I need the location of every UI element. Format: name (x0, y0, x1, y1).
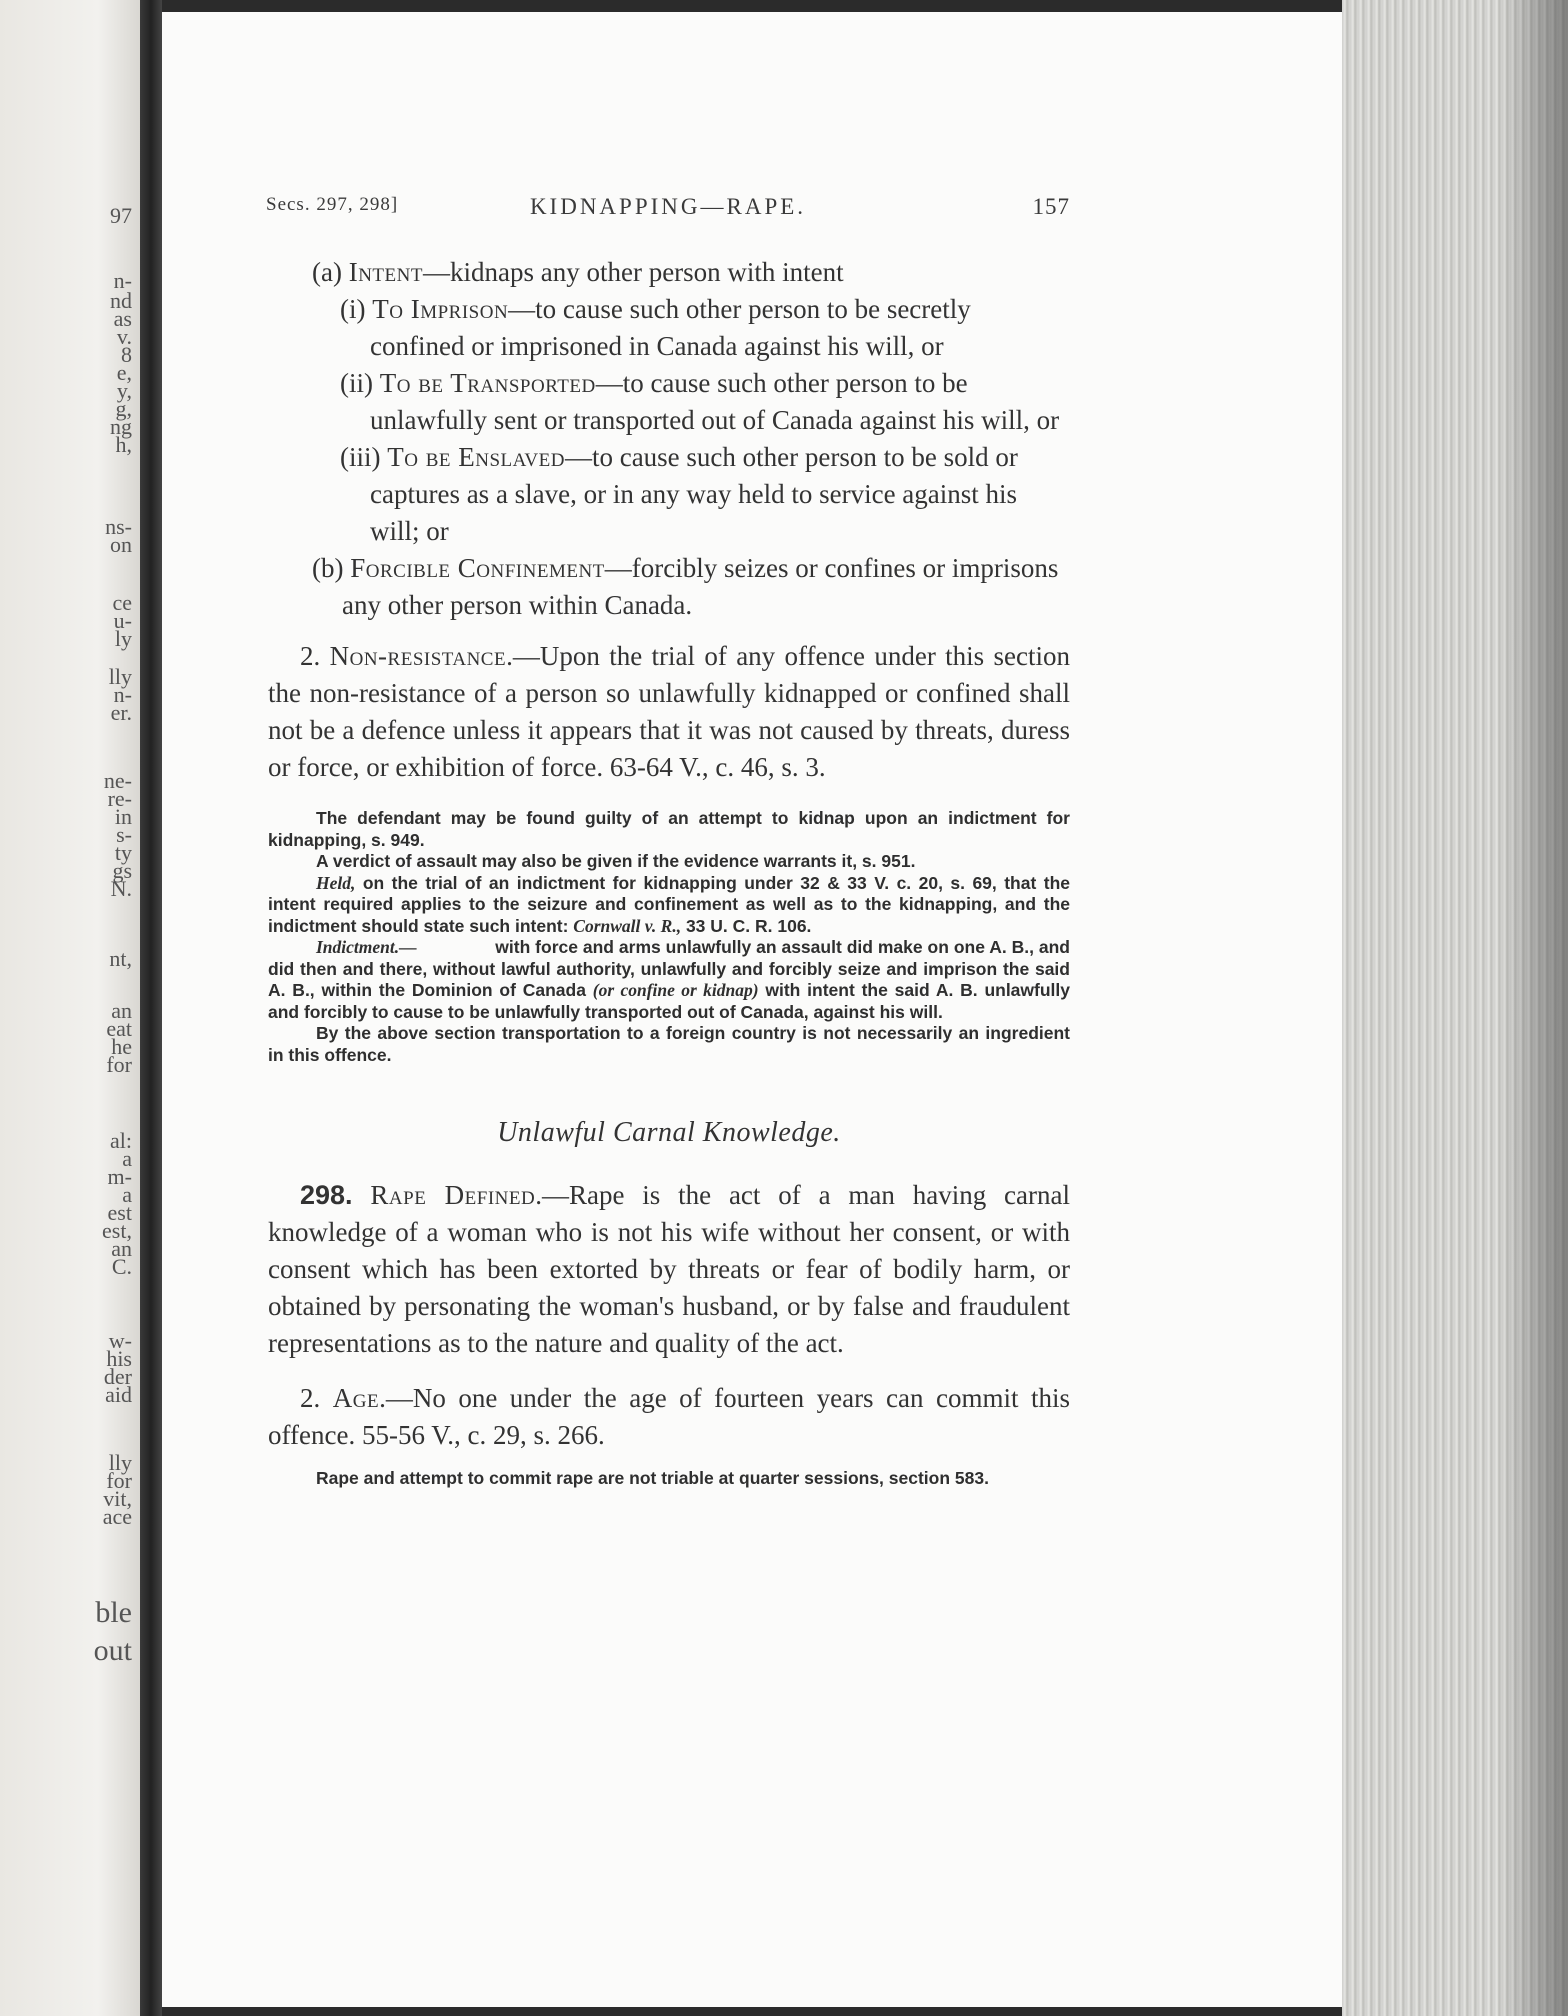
clause-text: —forcibly seizes or confines or imprisons any other person within Canada. (342, 553, 1059, 620)
subclause-label: (i) (340, 294, 366, 324)
left-page-fragment: der (103, 1364, 132, 1389)
left-page-fragment: an (111, 998, 132, 1023)
left-page-fragment: vit, (103, 1486, 132, 1511)
left-page-fragment: an (111, 1236, 132, 1261)
subclause-label: (iii) (340, 442, 381, 472)
note: Rape and attempt to commit rape are not triable at quarter sessions, section 583. (316, 1468, 989, 1488)
left-page-edge (0, 0, 140, 2016)
left-page-fragment: er. (110, 700, 132, 725)
left-page-fragment: nt, (109, 946, 132, 971)
left-page-fragment: a (122, 1182, 132, 1207)
left-page-fragment: ce (112, 590, 132, 615)
left-page-fragment: ly (114, 626, 132, 651)
header-title: KIDNAPPING—RAPE. (529, 194, 807, 219)
clause-heading: Intent (348, 257, 423, 287)
clause-text: —kidnaps any other person with intent (422, 257, 844, 287)
note: By the above section transportation to a foreign country is not necessarily an ingredient in this offence. (268, 1023, 1070, 1065)
page-body (268, 254, 1075, 1490)
left-page-fragment: in (114, 804, 132, 829)
subsection-heading: Age (332, 1383, 380, 1413)
left-page-fragment: 8 (121, 342, 132, 367)
note-italic: Held, (316, 872, 356, 893)
subclause-text: —to cause such other person to be unlawfully sent or transported out of Canada against his will, or (370, 368, 1060, 435)
left-page-fragment: lly (108, 664, 132, 689)
left-page-fragment: al: (110, 1128, 132, 1153)
left-page-fragment: his (106, 1346, 132, 1371)
annotation-notes (268, 1468, 1070, 1490)
subsection-text: .—Upon the trial of any offence under this section the non-resistance of a person so unlawfully kidnapped or confined shall not be a defence unless it appears that it was not caused by threats, duress or force, or exhibition of force. 63-64 V., c. 46, s. 3. (268, 641, 1070, 782)
left-page-fragment: v. (116, 324, 132, 349)
clause-label: (a) (312, 257, 342, 287)
note-italic: (or confine or kidnap) (592, 980, 759, 1000)
left-page-fragment: ns- (105, 514, 132, 539)
subclause-heading: To be Transported (379, 368, 596, 398)
left-page-fragment: e, (116, 360, 132, 385)
section-title: Rape Defined (370, 1180, 536, 1210)
subsection-number: 2. (300, 1383, 321, 1413)
left-page-fragment: aid (105, 1382, 132, 1407)
page-number: 157 (1032, 194, 1070, 219)
left-page-fragment: gs (112, 858, 132, 883)
left-page-fragment: ble (95, 1596, 132, 1629)
left-page-fragment: s- (116, 822, 132, 847)
left-page-fragment: N. (110, 876, 132, 901)
left-page-fragment: a (122, 1146, 132, 1171)
left-page-fragment: out (93, 1634, 132, 1667)
subclause-heading: To be Enslaved (387, 442, 565, 472)
subclause-iii (268, 439, 1070, 550)
left-page-fragment: h, (115, 432, 132, 457)
left-page-fragment: u- (113, 608, 132, 633)
left-page-fragment: ace (102, 1504, 132, 1529)
left-page-fragment: est, (102, 1218, 132, 1243)
section-298 (268, 1177, 1070, 1362)
left-page-fragment: 97 (110, 203, 132, 228)
left-page-fragment: re- (107, 786, 132, 811)
note: A verdict of assault may also be given if the evidence warrants it, s. 951. (316, 851, 916, 871)
left-page-fragment: lly (108, 1450, 132, 1475)
left-page-fragment: ty (114, 840, 132, 865)
subsection-2 (268, 638, 1070, 786)
section-number: 298. (300, 1180, 353, 1210)
case-name: Cornwall v. R., (573, 915, 682, 936)
subsection-heading: Non-resistance (329, 641, 507, 671)
left-page-fragment: eat (106, 1016, 132, 1041)
section-text: .—Rape is the act of a man having carnal knowledge of a woman who is not his wife without her consent, or with consent which has been extorted by threats or fear of bodily harm, or obtained by personating the woman's husband, or by false and fraudulent representations as to the nature and quality of the act. (268, 1180, 1070, 1358)
left-page-fragment: n- (113, 268, 132, 293)
note (268, 937, 1075, 1023)
left-page-fragment: nd (110, 288, 132, 313)
note-italic: Indictment.— (316, 937, 417, 957)
note (268, 873, 1070, 938)
left-page-fragment: as (113, 306, 132, 331)
book-gutter (140, 0, 162, 2016)
left-page-fragment: m- (107, 1164, 132, 1189)
clause-a (268, 254, 1070, 291)
subsection-number: 2. (300, 641, 321, 671)
subclause-text: —to cause such other person to be sold or captures as a slave, or in any way held to service against his will; or (370, 442, 1018, 546)
subclause-text: —to cause such other person to be secretly confined or imprisoned in Canada against his will, or (370, 294, 971, 361)
left-page-fragment: for (106, 1468, 132, 1493)
left-page-fragment: on (110, 532, 132, 557)
clause-label: (b) (312, 553, 344, 583)
clause-heading: Forcible Confinement (350, 553, 605, 583)
left-page-fragment: ne- (103, 768, 132, 793)
left-page-fragment: ng (110, 414, 132, 439)
subclause-heading: To Imprison (372, 294, 509, 324)
left-page-fragment: for (106, 1052, 132, 1077)
left-page-fragment: n- (113, 682, 132, 707)
header-sections: Secs. 297, 298] (266, 194, 399, 215)
page-edges (1342, 0, 1568, 2016)
subsection-age (268, 1380, 1070, 1454)
note-text: with force and arms unlawfully an assault did make on one A. B., and did then and there, without lawful authority, unlawfully and forcibly seize and imprison the said A. B., within the Dominion of Canada (268, 937, 1075, 1000)
case-citation: 33 U. C. R. 106. (681, 915, 812, 936)
note-text: with intent the said A. B. unlawfully and forcibly to cause to be unlawfully transported out of Canada, against his will. (268, 980, 1075, 1022)
subsection-text: .—No one under the age of fourteen years can commit this offence. 55-56 V., c. 29, s. 266. (268, 1383, 1071, 1450)
annotation-notes (268, 808, 1075, 1066)
left-page-fragment: he (111, 1034, 132, 1059)
subclause-i (268, 291, 1070, 365)
left-page-fragment: w- (108, 1328, 132, 1353)
left-page-fragment: g, (115, 396, 132, 421)
left-page-fragment: y, (116, 378, 132, 403)
running-header (266, 194, 1070, 222)
note: The defendant may be found guilty of an attempt to kidnap upon an indictment for kidnapping, s. 949. (268, 808, 1070, 850)
subclause-ii (268, 365, 1070, 439)
note-text: on the trial of an indictment for kidnapping under 32 & 33 V. c. 20, s. 69, that the intent required applies to the seizure and confinement as well as to the kidnapping, and the indictment should state such intent: (268, 872, 1070, 936)
left-page-fragment: C. (111, 1254, 132, 1279)
subclause-label: (ii) (340, 368, 373, 398)
section-heading: Unlawful Carnal Knowledge. (497, 1117, 841, 1148)
left-page-fragment: est (107, 1200, 132, 1225)
clause-b (268, 550, 1070, 624)
